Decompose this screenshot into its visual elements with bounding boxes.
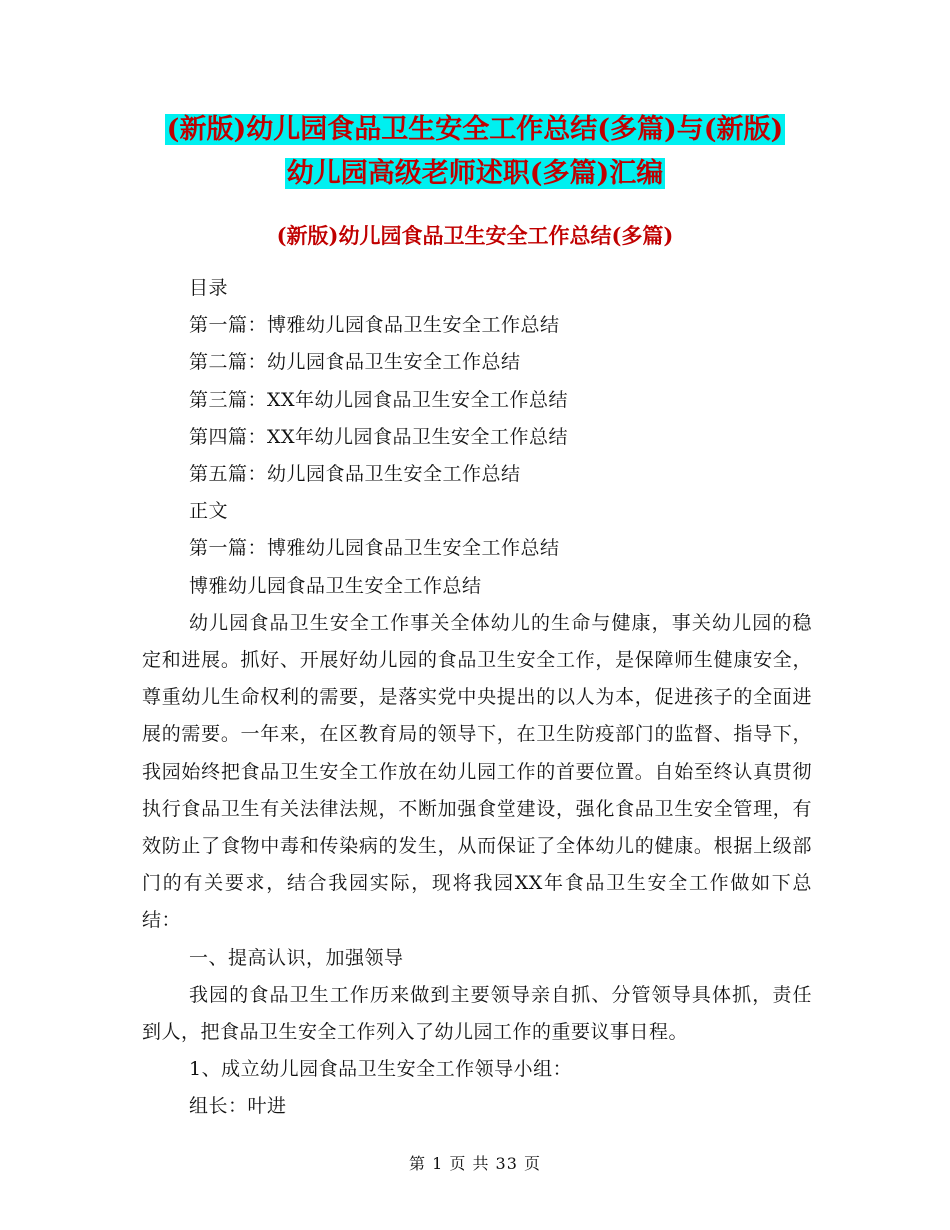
toc-item: 第四篇：XX年幼儿园食品卫生安全工作总结 — [189, 425, 569, 448]
paragraph: 幼儿园食品卫生安全工作事关全体幼儿的生命与健康，事关幼儿园的稳定和进展。抓好、开展好幼儿园的食品卫生安全工作，是保障师生健康安全，尊重幼儿生命权利的需要，是落实党中央提出的以人为本，促进孩子的全面进展的需要。一年来，在区教育局的领导下，在卫生防疫部门的监督、指导下，我园始终把食品卫生安全工作放在幼儿园工作的首要位置。自始至终认真贯彻执行食品卫生有关法律法规，不断加强食堂建设，强化食品卫生安全管理，有效防止了食物中毒和传染病的发生，从而保证了全体幼儿的健康。根据上级部门的有关要求，结合我园实际，现将我园XX年食品卫生安全工作做如下总结： — [142, 611, 812, 932]
toc-item: 第一篇：博雅幼儿园食品卫生安全工作总结 — [189, 314, 560, 337]
toc-item: 第五篇：幼儿园食品卫生安全工作总结 — [189, 463, 521, 486]
article-title: 博雅幼儿园食品卫生安全工作总结 — [189, 574, 482, 597]
document-title-line-2: 幼儿园高级老师述职(多篇)汇编 — [286, 158, 664, 189]
toc-item: 第二篇：幼儿园食品卫生安全工作总结 — [189, 351, 521, 374]
list-item: 组长：叶进 — [189, 1095, 287, 1118]
body-heading: 正文 — [189, 500, 229, 523]
page-footer: 第 1 页 共 33 页 — [409, 1154, 541, 1173]
section-title: (新版)幼儿园食品卫生安全工作总结(多篇) — [276, 223, 674, 248]
toc-item: 第三篇：XX年幼儿园食品卫生安全工作总结 — [189, 388, 569, 411]
section-heading: 一、提高认识，加强领导 — [189, 946, 404, 969]
document-title-line-1: (新版)幼儿园食品卫生安全工作总结(多篇)与(新版) — [166, 114, 784, 145]
toc-heading: 目录 — [189, 277, 229, 299]
chapter-heading: 第一篇：博雅幼儿园食品卫生安全工作总结 — [189, 537, 560, 560]
list-item: 1、成立幼儿园食品卫生安全工作领导小组： — [189, 1058, 573, 1081]
document-body — [142, 270, 812, 1126]
paragraph: 我园的食品卫生工作历来做到主要领导亲自抓、分管领导具体抓，责任到人，把食品卫生安全工作列入了幼儿园工作的重要议事日程。 — [142, 983, 812, 1044]
